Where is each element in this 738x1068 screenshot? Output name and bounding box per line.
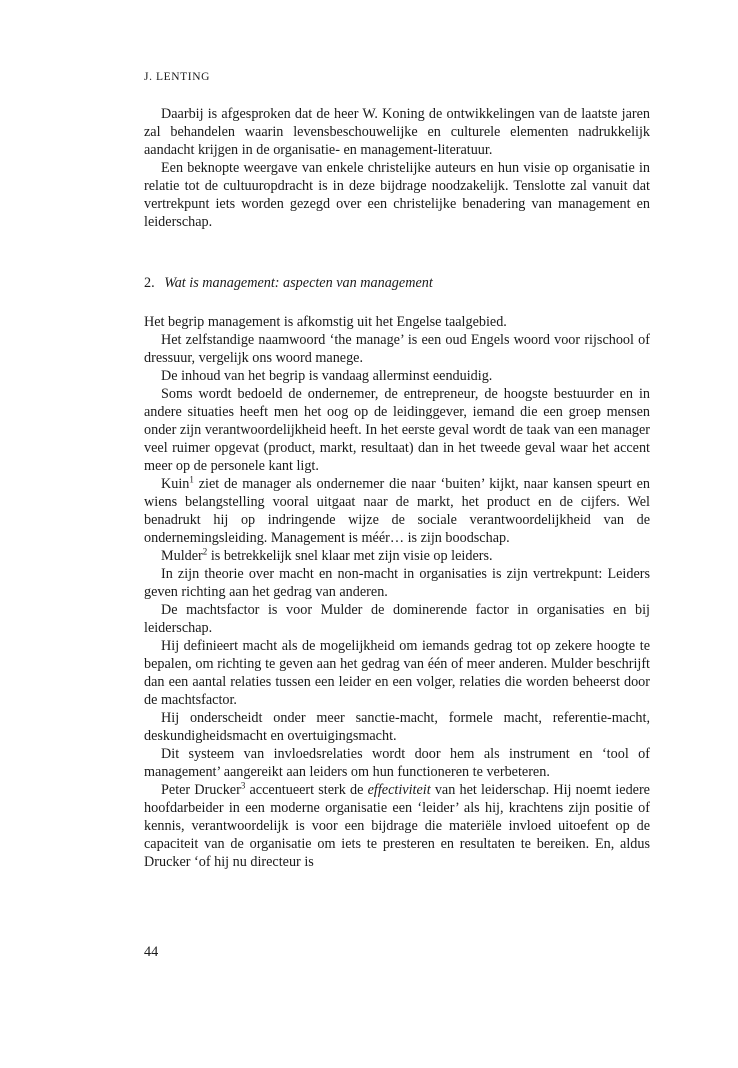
text-run: is betrekkelijk snel klaar met zijn visie op leiders. [207, 548, 493, 564]
text-run: Peter Drucker [161, 782, 241, 798]
body-text [144, 313, 650, 871]
section-number: 2. [144, 275, 155, 291]
footnote-marker: 3 [240, 780, 246, 791]
paragraph: Soms wordt bedoeld de ondernemer, de entrepreneur, de hoogste bestuurder en in andere situaties heeft men het oog op de leidinggever, iemand die een groep mensen onder zijn verantwoordelijkheid heeft. In het eerste geval wordt de taak van een manager veel ruimer opgevat (product, markt, resultaat) dan in het tweede geval waar het accent meer op de personele kant ligt. [144, 386, 650, 474]
paragraph: Hij definieert macht als de mogelijkheid om iemands gedrag tot op zekere hoogte te bepalen, om richting te geven aan het gedrag van één of meer anderen. Mulder beschrijft dan een aantal relaties tussen een leider en een volger, relaties die worden beheerst door de machtsfactor. [144, 638, 650, 708]
page-number: 44 [144, 944, 159, 960]
paragraph: Het zelfstandige naamwoord ‘the manage’ is een oud Engels woord voor rijschool of dressuur, vergelijk ons woord manege. [144, 332, 650, 366]
paragraph: Het begrip management is afkomstig uit het Engelse taalgebied. [144, 314, 507, 330]
text-run: Mulder [161, 548, 203, 564]
emphasis: effectiviteit [367, 782, 431, 798]
text-run: ziet de manager als ondernemer die naar ‘buiten’ kijkt, naar kansen speurt en wiens belangstelling vooral uitgaat naar de markt, het product en de cijfers. Wel benadrukt hij op indringende wijze de sociale verantwoordelijkheid van de ondernemingsleiding. Management is méér… is zijn boodschap. [144, 476, 650, 546]
section-title: Wat is management: aspecten van management [164, 275, 433, 291]
text-run: van het leiderschap. Hij noemt iedere hoofdarbeider in een moderne organisatie een ‘leider’ als hij, krachtens zijn positie of kennis, verantwoordelijk is voor een bijdrage die materiële invloed uitoefent op de capaciteit van de organisatie om iets te presteren en resultaten te bereiken. En, aldus Drucker ‘of hij nu directeur is [144, 782, 650, 870]
text-run: Kuin [161, 476, 190, 492]
intro-text [144, 105, 650, 231]
paragraph: Een beknopte weergave van enkele christelijke auteurs en hun visie op organisatie in relatie tot de cultuuropdracht is in deze bijdrage noodzakelijk. Tenslotte zal vanuit dat vertrekpunt iets worden gezegd over een christelijke benadering van management en leiderschap. [144, 160, 650, 230]
paragraph: Dit systeem van invloedsrelaties wordt door hem als instrument en ‘tool of management’ aangereikt aan leiders om hun functioneren te verbeteren. [144, 746, 650, 780]
running-header: J. LENTING [144, 71, 211, 83]
paragraph: Daarbij is afgesproken dat de heer W. Koning de ontwikkelingen van de laatste jaren zal behandelen waarin levensbeschouwelijke en culturele elementen nadrukkelijk aandacht krijgen in de organisatie- en management-literatuur. [144, 106, 650, 158]
footnote-marker: 2 [202, 546, 208, 557]
paragraph: De inhoud van het begrip is vandaag allerminst eenduidig. [161, 368, 493, 384]
paragraph: De machtsfactor is voor Mulder de dominerende factor in organisaties en bij leiderschap. [144, 602, 650, 636]
paragraph [144, 781, 650, 871]
paragraph: In zijn theorie over macht en non-macht in organisaties is zijn vertrekpunt: Leiders geven richting aan het gedrag van anderen. [144, 566, 650, 600]
paragraph [144, 475, 650, 547]
section-heading [144, 274, 433, 292]
footnote-marker: 1 [189, 474, 194, 485]
text-run: accentueert sterk de [245, 782, 368, 798]
paragraph: Hij onderscheidt onder meer sanctie-macht, formele macht, referentie-macht, deskundigheidsmacht en overtuigingsmacht. [144, 710, 650, 744]
paragraph [144, 547, 650, 565]
